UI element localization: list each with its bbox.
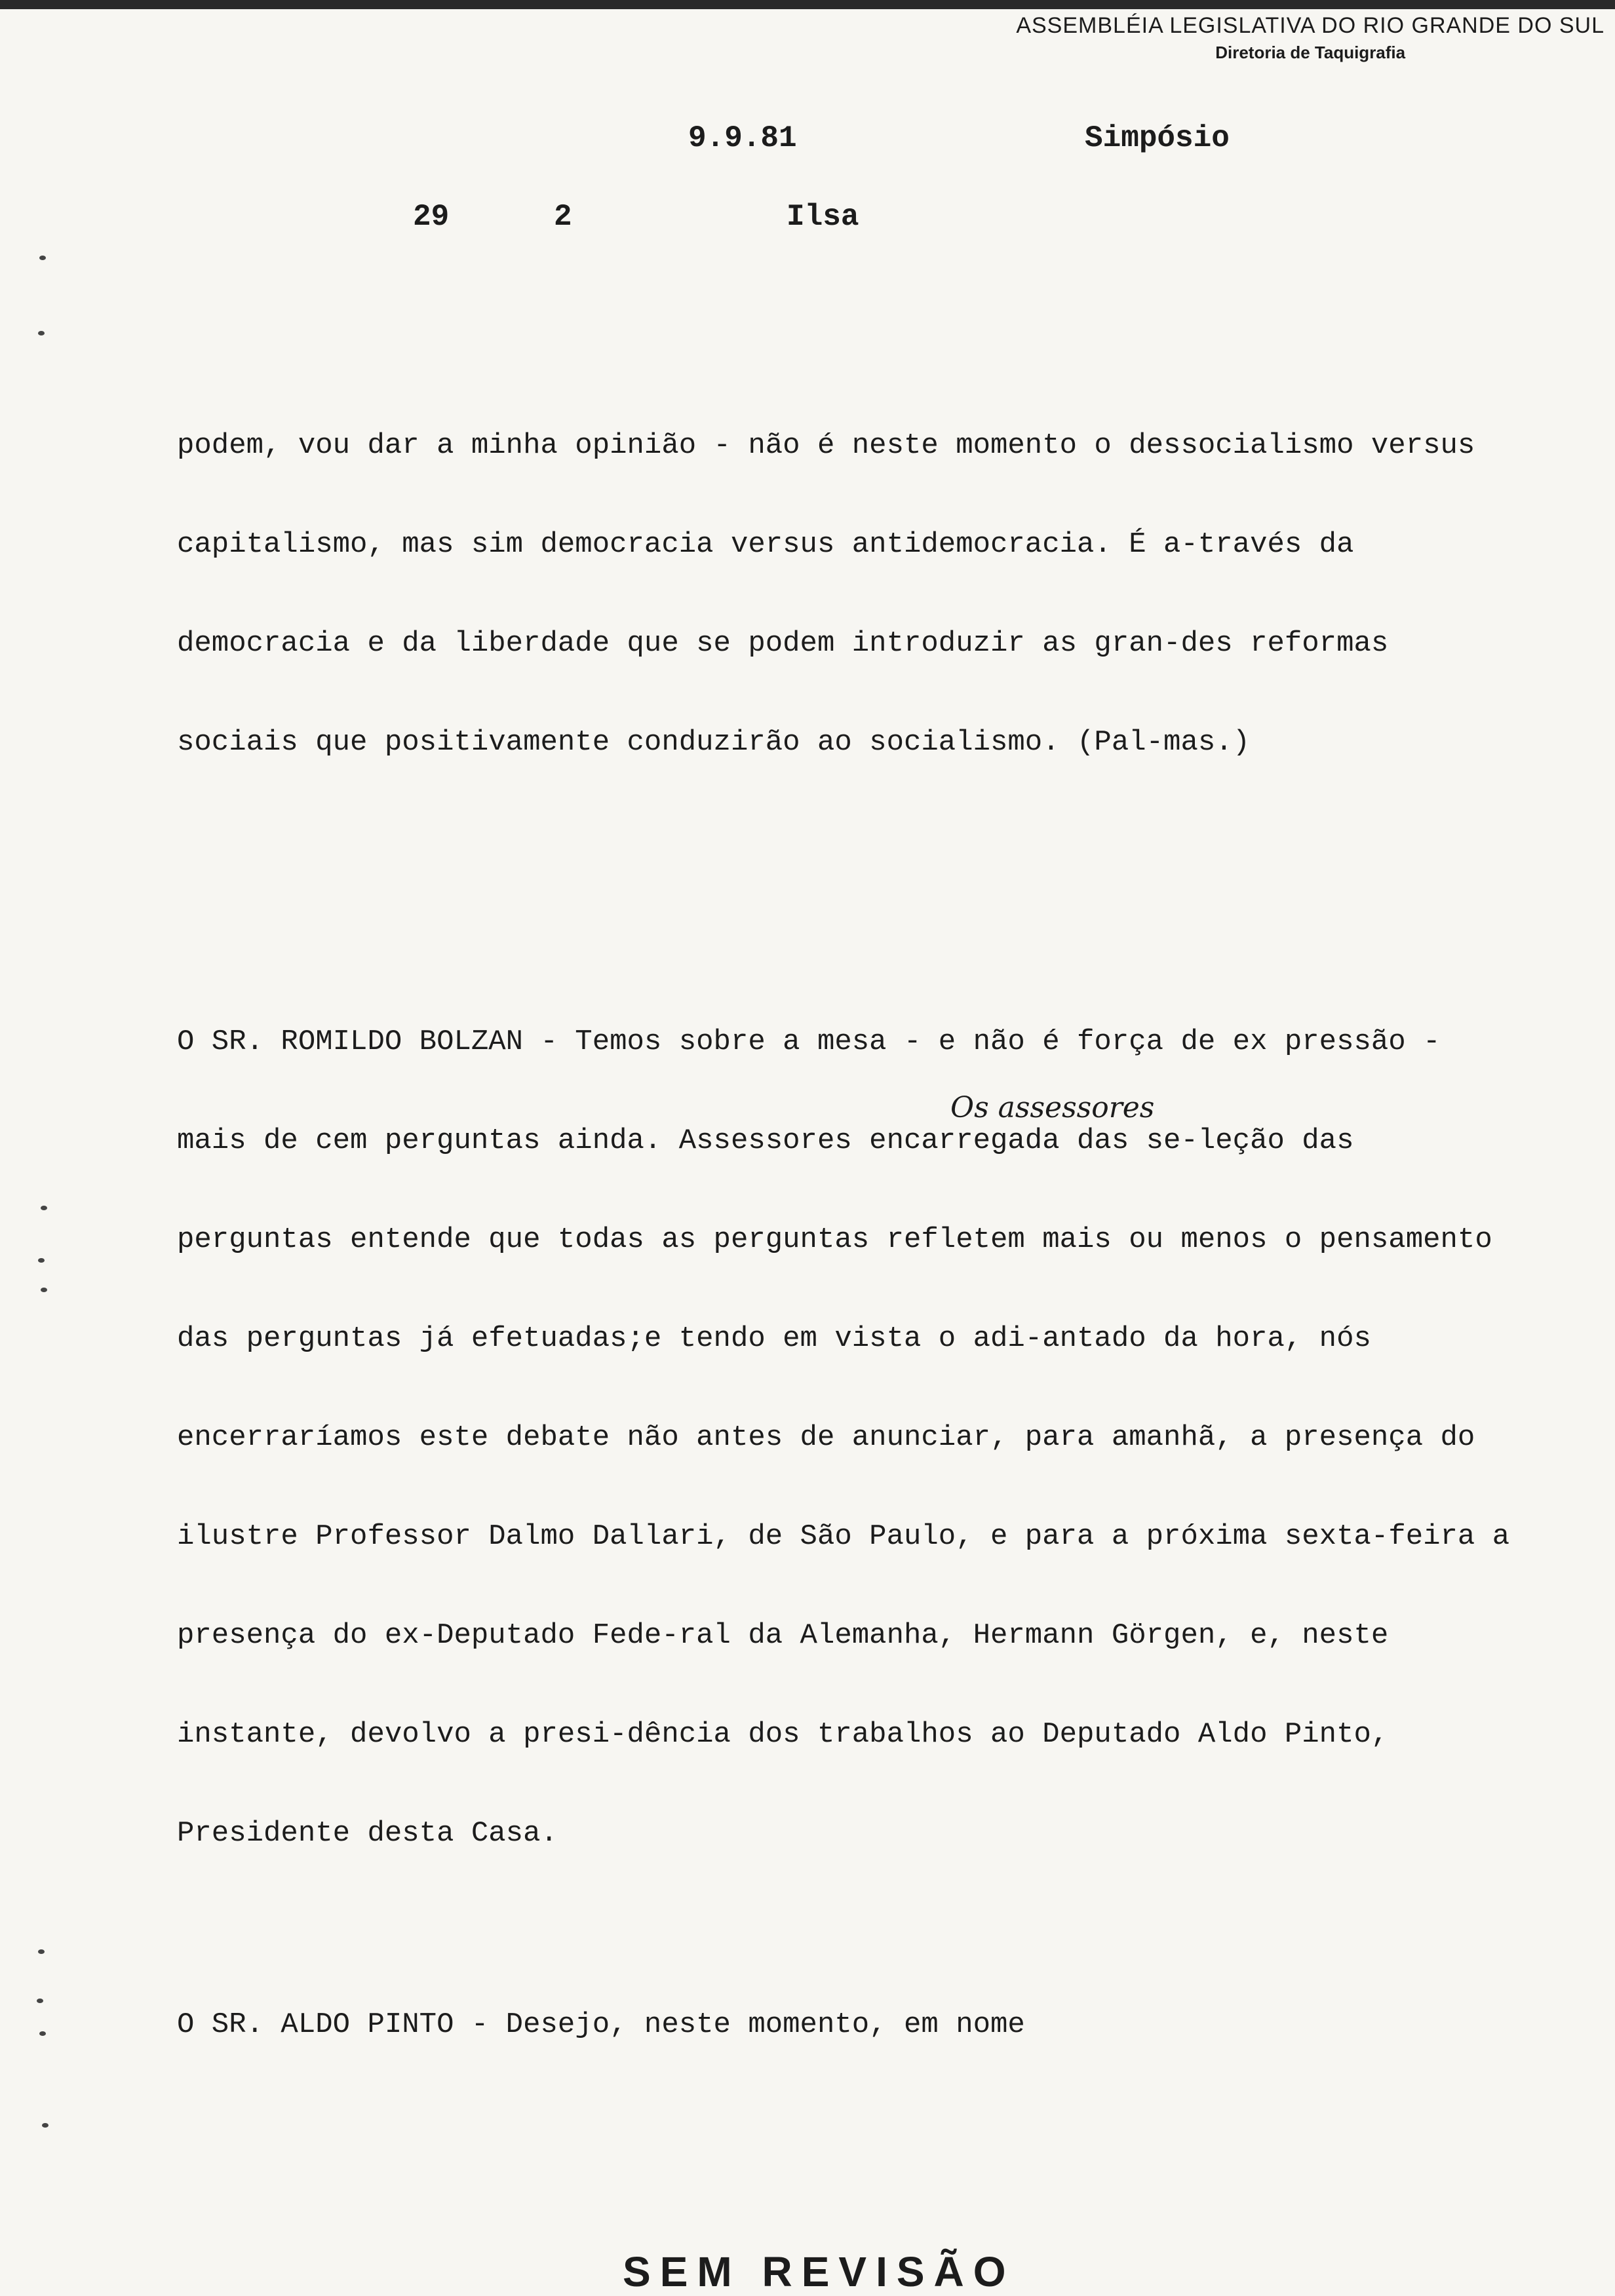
margin-speck [38, 1258, 45, 1263]
event-name: Simpósio [1085, 121, 1230, 155]
typist-name: Ilsa [787, 200, 859, 234]
department-name: Diretoria de Taquigrafia [1215, 43, 1406, 62]
paragraph-2: O SR. ROMILDO BOLZAN - Temos sobre a mesa - e não é força de ex pressão - mais de cem perguntas ainda. Assessores encarregada das se-leção das perguntas entende que todas as perguntas refletem mais ou menos o pensamento das perguntas já efetuadas;e tendo em vista o adi-antado da hora, nós encerraríamos este debate não antes de anunciar, para amanhã, a presença do ilustre Professor Dalmo Dallari, de São Paulo, e para a próxima sexta-feira a presença do ex-Deputado Fede-ral da Alemanha, Hermann Görgen, e, neste instante, devolvo a presi-dência dos trabalhos ao Deputado Aldo Pinto, Presidente desta Casa. [177, 1025, 1527, 1850]
margin-speck [41, 1206, 47, 1210]
margin-speck [38, 331, 45, 335]
sheet-number: 2 [554, 200, 572, 234]
paragraph-1: podem, vou dar a minha opinião - não é neste momento o dessocialismo versus capitalismo, mas sim democracia versus antidemocracia. É a-través da democracia e da liberdade que se podem introduzir as gran-des reformas sociais que positivamente conduzirão ao socialismo. (Pal-mas.) [177, 429, 1492, 759]
organization-name: ASSEMBLÉIA LEGISLATIVA DO RIO GRANDE DO SUL [1016, 13, 1605, 38]
margin-speck [39, 256, 46, 260]
sem-revisao-stamp: SEM REVISÃO [623, 2248, 1015, 2295]
margin-speck [38, 1949, 45, 1954]
page-number: 29 [413, 200, 450, 234]
handwritten-correction: Os assessores [950, 1091, 1155, 1124]
letterhead [1016, 13, 1605, 63]
session-date: 9.9.81 [688, 121, 797, 155]
paragraph-3: O SR. ALDO PINTO - Desejo, neste momento, em nome [177, 2008, 1025, 2041]
margin-speck [42, 2123, 49, 2128]
margin-speck [41, 1288, 47, 1292]
margin-speck [37, 1999, 43, 2003]
margin-speck [39, 2031, 46, 2036]
top-border [0, 0, 1615, 9]
